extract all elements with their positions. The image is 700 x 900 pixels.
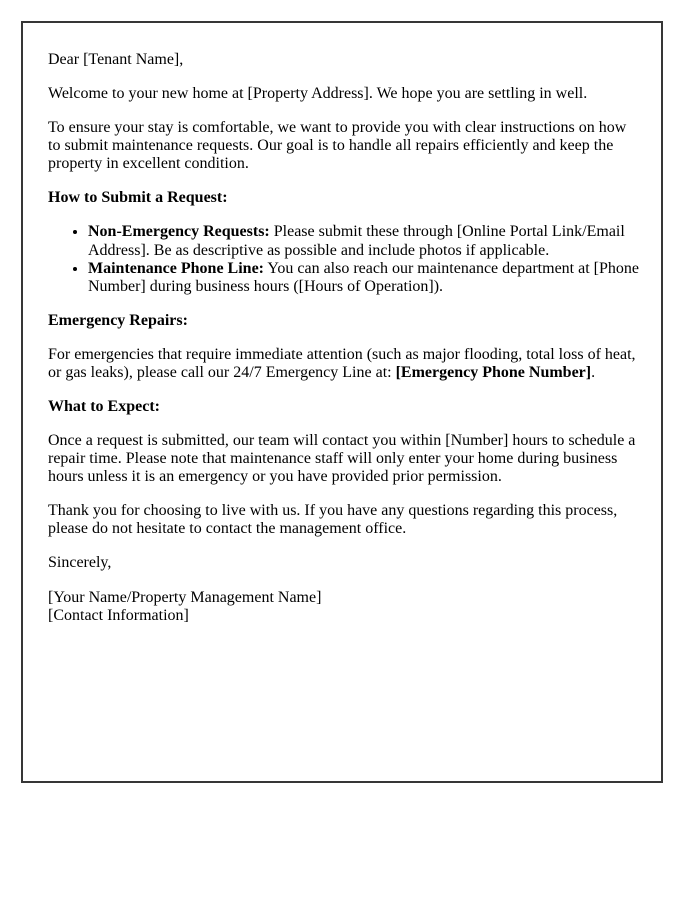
signature-block — [48, 589, 641, 625]
intro-paragraph: Welcome to your new home at [Property Address]. We hope you are settling in well. — [48, 85, 588, 103]
emergency-text-after: . — [591, 363, 596, 381]
emergency-paragraph — [48, 346, 641, 382]
signoff: Sincerely, — [48, 554, 112, 572]
how-to-submit-heading: How to Submit a Request: — [48, 189, 228, 207]
phone-line-label: Maintenance Phone Line: — [88, 259, 264, 277]
non-emergency-text: Please submit these through [Online Portal Link/Email Address]. Be as descriptive as possible and include photos if applicable. — [88, 223, 625, 259]
salutation: Dear [Tenant Name], — [48, 51, 184, 68]
signature-contact: [Contact Information] — [48, 606, 189, 624]
purpose-paragraph: To ensure your stay is comfortable, we want to provide you with clear instructions on how to submit maintenance requests. Our goal is to handle all repairs efficiently and keep the property in excellent condition. — [48, 119, 627, 173]
list-item-non-emergency — [88, 223, 641, 259]
emergency-phone-placeholder: [Emergency Phone Number] — [395, 363, 592, 381]
signature-name: [Your Name/Property Management Name] — [48, 588, 322, 606]
phone-line-text: You can also reach our maintenance department at [Phone Number] during business hours ([Hours of Operation]). — [88, 259, 639, 295]
list-item-phone-line — [88, 260, 641, 296]
emergency-text-before: For emergencies that require immediate attention (such as major flooding, total loss of heat, or gas leaks), please call our 24/7 Emergency Line at: — [48, 345, 636, 381]
emergency-repairs-heading: Emergency Repairs: — [48, 311, 188, 329]
non-emergency-label: Non-Emergency Requests: — [88, 223, 270, 241]
letter-container — [21, 21, 663, 783]
request-methods-list — [48, 223, 641, 295]
what-to-expect-heading: What to Expect: — [48, 398, 160, 416]
thanks-paragraph: Thank you for choosing to live with us. If you have any questions regarding this process, please do not hesitate to contact the management office. — [48, 502, 618, 538]
expect-paragraph: Once a request is submitted, our team will contact you within [Number] hours to schedule a repair time. Please note that maintenance staff will only enter your home during business hours unless it is an emergency or you have provided prior permission. — [48, 432, 636, 486]
